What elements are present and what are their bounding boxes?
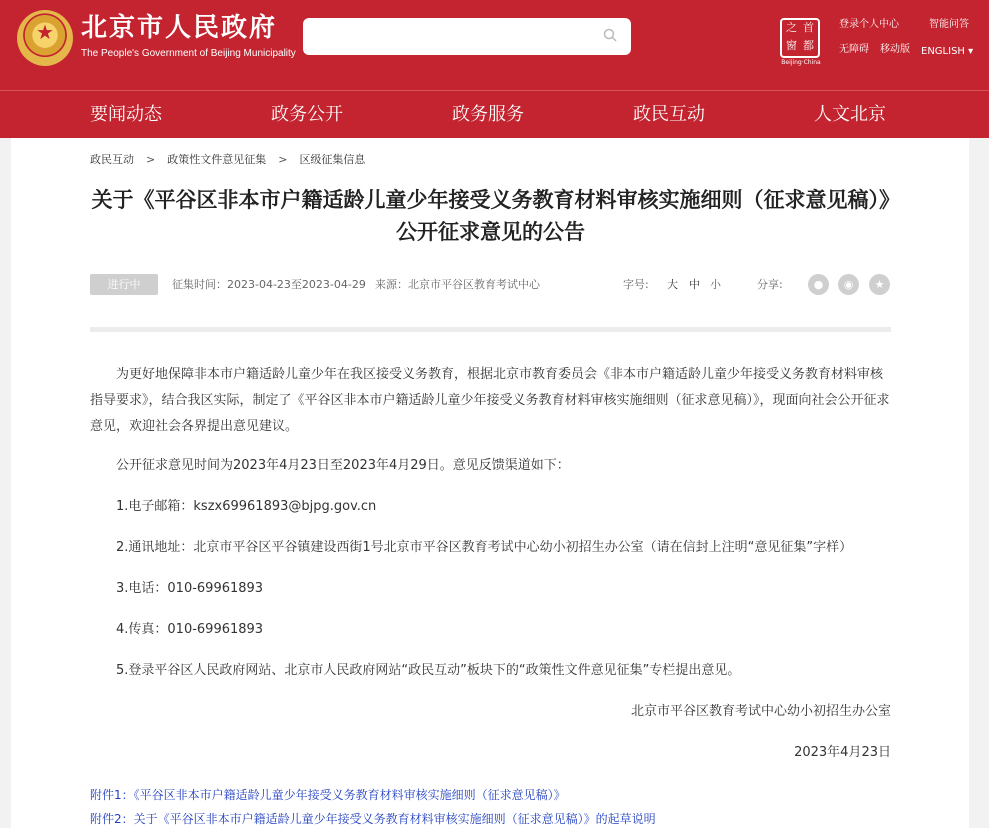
article-date: 2023年4月23日	[794, 745, 891, 760]
breadcrumb	[90, 153, 365, 167]
site-subtitle[interactable]: The People's Government of Beijing Municipality	[81, 48, 296, 59]
login-link[interactable]: 登录个人中心	[839, 19, 899, 30]
seal-caption: Beijing·China	[781, 59, 821, 66]
search-icon[interactable]	[603, 28, 617, 42]
breadcrumb-separator: >	[146, 153, 156, 166]
article-source: 来源：北京市平谷区教育考试中心	[375, 278, 540, 291]
accessibility-link[interactable]: 无障碍	[839, 44, 869, 55]
nav-government-affairs[interactable]: 政务公开	[271, 104, 343, 125]
seal-char: 之	[786, 21, 797, 34]
attachment-link-1[interactable]: 附件1：《平谷区非本市户籍适龄儿童少年接受义务教育材料审核实施细则（征求意见稿）》	[90, 788, 566, 802]
seal-char: 窗	[786, 39, 797, 52]
breadcrumb-item[interactable]: 区级征集信息	[299, 153, 366, 166]
english-link[interactable]: ENGLISH ▾	[921, 46, 974, 57]
article-paragraph: 公开征求意见时间为2023年4月23日至2023年4月29日。意见反馈渠道如下：	[116, 458, 570, 473]
nav-services[interactable]: 政务服务	[452, 104, 524, 125]
mobile-link[interactable]: 移动版	[880, 44, 910, 55]
article-title: 关于《平谷区非本市户籍适龄儿童少年接受义务教育材料审核实施细则（征求意见稿）》公开征求意见的公告	[91, 188, 890, 244]
nav-culture[interactable]: 人文北京	[814, 104, 886, 125]
capital-window-logo[interactable]	[780, 18, 820, 58]
article-meta	[90, 274, 891, 296]
favorite-share-icon[interactable]: ★	[869, 274, 890, 295]
article-paragraph: 为更好地保障非本市户籍适龄儿童少年在我区接受义务教育，根据北京市教育委员会《非本市户籍适龄儿童少年接受义务教育材料审核指导要求》，结合我区实际，制定了《平谷区非本市户籍适龄儿童少年接受义务教育材料审核实施细则（征求意见稿）》，现面向社会公开征求意见，欢迎社会各界提出意见建议。	[90, 367, 890, 434]
breadcrumb-item[interactable]: 政策性文件意见征集	[167, 153, 267, 166]
weibo-share-icon[interactable]: ◉	[838, 274, 859, 295]
seal-char: 首	[803, 21, 814, 34]
smart-qa-link[interactable]: 智能问答	[929, 19, 969, 30]
search-input[interactable]	[303, 18, 631, 55]
font-size-medium[interactable]: 中	[689, 278, 700, 291]
collection-period: 征集时间：2023-04-23至2023-04-29	[172, 278, 366, 291]
article-paragraph: 5.登录平谷区人民政府网站、北京市人民政府网站“政民互动”板块下的“政策性文件意见征集”专栏提出意见。	[116, 663, 741, 678]
breadcrumb-item[interactable]: 政民互动	[90, 153, 134, 166]
divider	[90, 327, 891, 332]
site-title[interactable]: 北京市人民政府	[81, 13, 278, 43]
font-size-small[interactable]: 小	[710, 278, 721, 291]
font-size-large[interactable]: 大	[667, 278, 678, 291]
article-paragraph: 3.电话：010-69961893	[116, 581, 264, 596]
main-nav	[0, 90, 989, 138]
national-emblem-icon[interactable]: ★	[17, 10, 73, 66]
nav-interaction[interactable]: 政民互动	[633, 104, 705, 125]
article-paragraph: 1.电子邮箱：kszx69961893@bjpg.gov.cn	[116, 499, 377, 514]
article-paragraph: 4.传真：010-69961893	[116, 622, 264, 637]
share-label: 分享:	[757, 278, 783, 291]
site-header	[0, 0, 989, 90]
article-signature: 北京市平谷区教育考试中心幼小初招生办公室	[630, 704, 891, 719]
seal-char: 都	[803, 39, 814, 52]
breadcrumb-separator: >	[278, 153, 288, 166]
attachment-link-2[interactable]: 附件2：关于《平谷区非本市户籍适龄儿童少年接受义务教育材料审核实施细则（征求意见稿）》的起草说明	[90, 812, 656, 826]
font-size-label: 字号:	[623, 278, 649, 291]
wechat-share-icon[interactable]: ●	[808, 274, 829, 295]
article-paragraph: 2.通讯地址：北京市平谷区平谷镇建设西街1号北京市平谷区教育考试中心幼小初招生办公室（请在信封上注明“意见征集”字样）	[116, 540, 853, 555]
nav-news[interactable]: 要闻动态	[90, 104, 162, 125]
status-badge: 进行中	[90, 274, 158, 295]
